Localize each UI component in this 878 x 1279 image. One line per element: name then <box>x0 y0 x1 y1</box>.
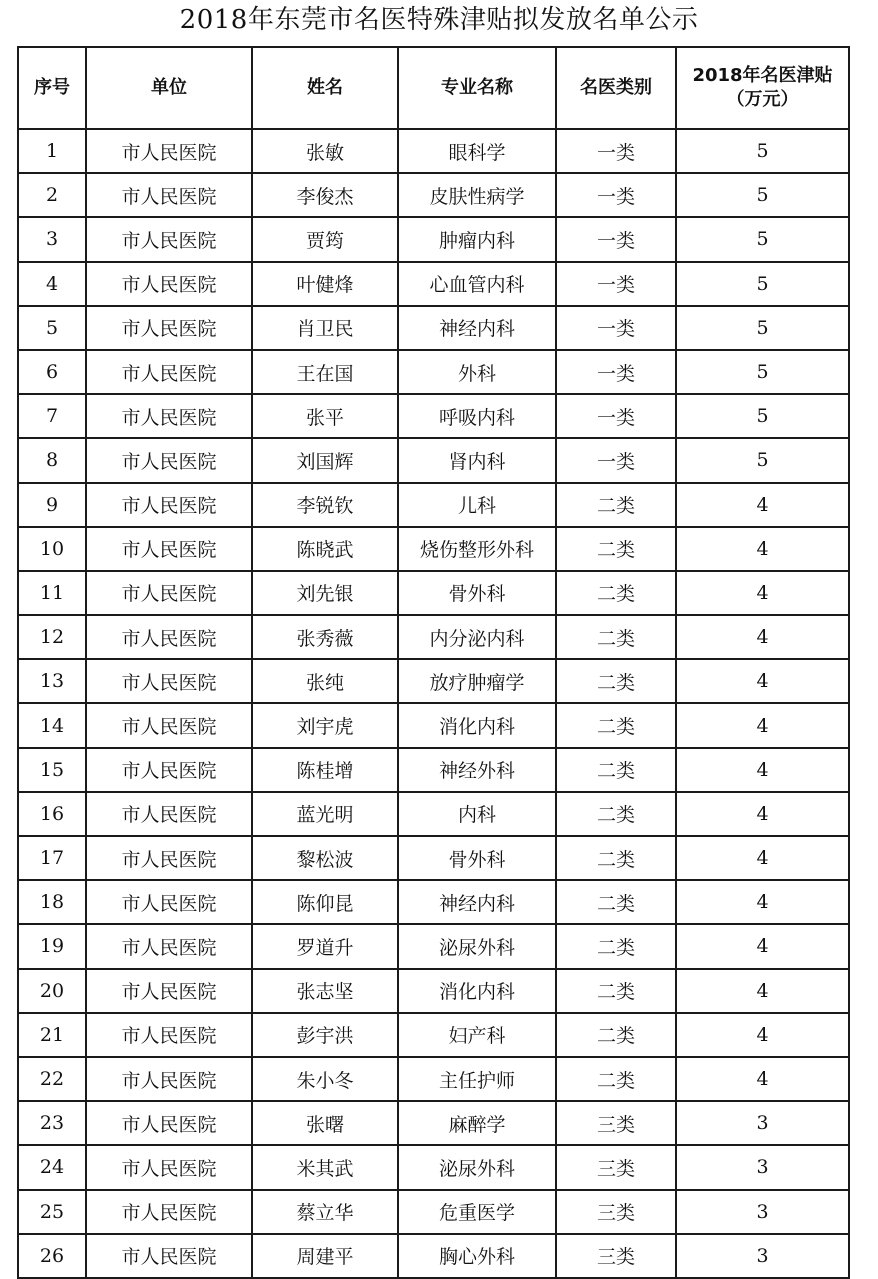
cell-seq: 20 <box>18 969 86 1013</box>
cell-unit: 市人民医院 <box>86 924 252 968</box>
cell-name: 蔡立华 <box>252 1190 398 1234</box>
cell-name: 张敏 <box>252 129 398 173</box>
table-row <box>18 703 849 747</box>
header-category: 名医类别 <box>556 47 676 129</box>
cell-category: 一类 <box>556 306 676 350</box>
cell-seq: 15 <box>18 748 86 792</box>
cell-unit: 市人民医院 <box>86 571 252 615</box>
cell-unit: 市人民医院 <box>86 350 252 394</box>
cell-name: 朱小冬 <box>252 1057 398 1101</box>
table-row <box>18 792 849 836</box>
cell-specialty: 神经内科 <box>398 306 556 350</box>
cell-seq: 16 <box>18 792 86 836</box>
table-row <box>18 1145 849 1189</box>
cell-allowance: 3 <box>676 1145 849 1189</box>
cell-specialty: 肾内科 <box>398 438 556 482</box>
cell-specialty: 皮肤性病学 <box>398 173 556 217</box>
cell-seq: 11 <box>18 571 86 615</box>
cell-name: 肖卫民 <box>252 306 398 350</box>
cell-category: 二类 <box>556 836 676 880</box>
cell-name: 米其武 <box>252 1145 398 1189</box>
cell-unit: 市人民医院 <box>86 1057 252 1101</box>
cell-allowance: 4 <box>676 1057 849 1101</box>
cell-seq: 13 <box>18 659 86 703</box>
cell-allowance: 4 <box>676 571 849 615</box>
table-row <box>18 615 849 659</box>
cell-allowance: 5 <box>676 262 849 306</box>
cell-unit: 市人民医院 <box>86 836 252 880</box>
cell-allowance: 5 <box>676 394 849 438</box>
cell-name: 张秀薇 <box>252 615 398 659</box>
cell-seq: 9 <box>18 483 86 527</box>
cell-seq: 8 <box>18 438 86 482</box>
cell-unit: 市人民医院 <box>86 262 252 306</box>
cell-category: 一类 <box>556 350 676 394</box>
cell-allowance: 5 <box>676 217 849 261</box>
cell-unit: 市人民医院 <box>86 173 252 217</box>
cell-seq: 26 <box>18 1234 86 1278</box>
cell-category: 三类 <box>556 1101 676 1145</box>
cell-unit: 市人民医院 <box>86 1190 252 1234</box>
cell-category: 一类 <box>556 438 676 482</box>
cell-unit: 市人民医院 <box>86 483 252 527</box>
cell-name: 张纯 <box>252 659 398 703</box>
cell-name: 张曙 <box>252 1101 398 1145</box>
cell-name: 刘先银 <box>252 571 398 615</box>
cell-specialty: 放疗肿瘤学 <box>398 659 556 703</box>
cell-allowance: 3 <box>676 1101 849 1145</box>
table-row <box>18 880 849 924</box>
cell-category: 二类 <box>556 527 676 571</box>
cell-allowance: 4 <box>676 969 849 1013</box>
cell-seq: 14 <box>18 703 86 747</box>
cell-unit: 市人民医院 <box>86 1101 252 1145</box>
cell-name: 贾筠 <box>252 217 398 261</box>
cell-seq: 17 <box>18 836 86 880</box>
cell-unit: 市人民医院 <box>86 217 252 261</box>
cell-seq: 4 <box>18 262 86 306</box>
cell-category: 二类 <box>556 1013 676 1057</box>
cell-allowance: 4 <box>676 924 849 968</box>
cell-allowance: 5 <box>676 306 849 350</box>
table-row <box>18 571 849 615</box>
cell-category: 二类 <box>556 748 676 792</box>
cell-specialty: 妇产科 <box>398 1013 556 1057</box>
cell-specialty: 骨外科 <box>398 571 556 615</box>
cell-unit: 市人民医院 <box>86 748 252 792</box>
cell-unit: 市人民医院 <box>86 306 252 350</box>
cell-category: 二类 <box>556 924 676 968</box>
cell-allowance: 4 <box>676 527 849 571</box>
cell-allowance: 4 <box>676 880 849 924</box>
cell-specialty: 外科 <box>398 350 556 394</box>
cell-allowance: 4 <box>676 792 849 836</box>
cell-allowance: 5 <box>676 350 849 394</box>
cell-seq: 7 <box>18 394 86 438</box>
cell-allowance: 5 <box>676 173 849 217</box>
cell-unit: 市人民医院 <box>86 129 252 173</box>
table-row <box>18 1234 849 1278</box>
cell-seq: 1 <box>18 129 86 173</box>
table-row <box>18 1101 849 1145</box>
cell-name: 黎松波 <box>252 836 398 880</box>
cell-name: 张平 <box>252 394 398 438</box>
cell-name: 彭宇洪 <box>252 1013 398 1057</box>
table-row <box>18 438 849 482</box>
cell-category: 一类 <box>556 394 676 438</box>
cell-allowance: 4 <box>676 483 849 527</box>
cell-name: 张志坚 <box>252 969 398 1013</box>
cell-unit: 市人民医院 <box>86 1013 252 1057</box>
cell-specialty: 胸心外科 <box>398 1234 556 1278</box>
cell-name: 陈桂增 <box>252 748 398 792</box>
cell-seq: 22 <box>18 1057 86 1101</box>
cell-specialty: 烧伤整形外科 <box>398 527 556 571</box>
table-row <box>18 350 849 394</box>
cell-category: 二类 <box>556 1057 676 1101</box>
cell-name: 陈晓武 <box>252 527 398 571</box>
cell-category: 一类 <box>556 262 676 306</box>
cell-seq: 3 <box>18 217 86 261</box>
cell-unit: 市人民医院 <box>86 969 252 1013</box>
table-row <box>18 836 849 880</box>
cell-allowance: 5 <box>676 129 849 173</box>
cell-seq: 24 <box>18 1145 86 1189</box>
cell-allowance: 3 <box>676 1190 849 1234</box>
cell-name: 李俊杰 <box>252 173 398 217</box>
cell-category: 二类 <box>556 615 676 659</box>
table-row <box>18 394 849 438</box>
cell-seq: 25 <box>18 1190 86 1234</box>
cell-category: 二类 <box>556 571 676 615</box>
cell-unit: 市人民医院 <box>86 438 252 482</box>
cell-specialty: 消化内科 <box>398 969 556 1013</box>
header-unit: 单位 <box>86 47 252 129</box>
cell-unit: 市人民医院 <box>86 615 252 659</box>
table-row <box>18 969 849 1013</box>
cell-category: 二类 <box>556 659 676 703</box>
cell-unit: 市人民医院 <box>86 394 252 438</box>
cell-seq: 19 <box>18 924 86 968</box>
cell-specialty: 肿瘤内科 <box>398 217 556 261</box>
cell-allowance: 5 <box>676 438 849 482</box>
cell-specialty: 眼科学 <box>398 129 556 173</box>
cell-name: 陈仰昆 <box>252 880 398 924</box>
header-name: 姓名 <box>252 47 398 129</box>
table-row <box>18 173 849 217</box>
cell-category: 二类 <box>556 969 676 1013</box>
cell-specialty: 心血管内科 <box>398 262 556 306</box>
table-header-row <box>18 47 849 129</box>
cell-seq: 18 <box>18 880 86 924</box>
cell-specialty: 麻醉学 <box>398 1101 556 1145</box>
table-row <box>18 659 849 703</box>
cell-specialty: 消化内科 <box>398 703 556 747</box>
cell-specialty: 泌尿外科 <box>398 924 556 968</box>
table-row <box>18 924 849 968</box>
page-title: 2018年东莞市名医特殊津贴拟发放名单公示 <box>179 5 699 35</box>
table-row <box>18 483 849 527</box>
cell-name: 周建平 <box>252 1234 398 1278</box>
cell-seq: 6 <box>18 350 86 394</box>
cell-unit: 市人民医院 <box>86 659 252 703</box>
cell-specialty: 骨外科 <box>398 836 556 880</box>
cell-category: 一类 <box>556 129 676 173</box>
cell-category: 二类 <box>556 880 676 924</box>
cell-category: 三类 <box>556 1234 676 1278</box>
cell-unit: 市人民医院 <box>86 792 252 836</box>
cell-unit: 市人民医院 <box>86 880 252 924</box>
table-body <box>18 129 849 1278</box>
cell-specialty: 主任护师 <box>398 1057 556 1101</box>
cell-specialty: 泌尿外科 <box>398 1145 556 1189</box>
cell-category: 三类 <box>556 1190 676 1234</box>
header-allowance: 2018年名医津贴（万元） <box>676 47 849 129</box>
cell-seq: 21 <box>18 1013 86 1057</box>
table-row <box>18 748 849 792</box>
cell-category: 二类 <box>556 483 676 527</box>
cell-allowance: 4 <box>676 748 849 792</box>
cell-name: 李锐钦 <box>252 483 398 527</box>
cell-allowance: 4 <box>676 659 849 703</box>
cell-specialty: 危重医学 <box>398 1190 556 1234</box>
table-row <box>18 306 849 350</box>
header-seq: 序号 <box>18 47 86 129</box>
header-specialty: 专业名称 <box>398 47 556 129</box>
cell-name: 王在国 <box>252 350 398 394</box>
cell-allowance: 3 <box>676 1234 849 1278</box>
table-row <box>18 1013 849 1057</box>
cell-unit: 市人民医院 <box>86 1234 252 1278</box>
cell-seq: 23 <box>18 1101 86 1145</box>
table-row <box>18 129 849 173</box>
cell-specialty: 神经内科 <box>398 880 556 924</box>
cell-seq: 10 <box>18 527 86 571</box>
table-row <box>18 1190 849 1234</box>
cell-allowance: 4 <box>676 615 849 659</box>
table-row <box>18 527 849 571</box>
cell-allowance: 4 <box>676 703 849 747</box>
table-row <box>18 217 849 261</box>
cell-unit: 市人民医院 <box>86 527 252 571</box>
cell-specialty: 内分泌内科 <box>398 615 556 659</box>
cell-specialty: 儿科 <box>398 483 556 527</box>
cell-name: 罗道升 <box>252 924 398 968</box>
cell-seq: 12 <box>18 615 86 659</box>
cell-category: 二类 <box>556 703 676 747</box>
cell-specialty: 呼吸内科 <box>398 394 556 438</box>
cell-seq: 5 <box>18 306 86 350</box>
cell-category: 一类 <box>556 217 676 261</box>
cell-allowance: 4 <box>676 1013 849 1057</box>
cell-seq: 2 <box>18 173 86 217</box>
roster-table <box>17 46 850 1279</box>
table-row <box>18 1057 849 1101</box>
cell-name: 刘宇虎 <box>252 703 398 747</box>
cell-specialty: 神经外科 <box>398 748 556 792</box>
cell-unit: 市人民医院 <box>86 1145 252 1189</box>
cell-name: 叶健烽 <box>252 262 398 306</box>
cell-category: 二类 <box>556 792 676 836</box>
cell-category: 三类 <box>556 1145 676 1189</box>
cell-name: 蓝光明 <box>252 792 398 836</box>
cell-specialty: 内科 <box>398 792 556 836</box>
cell-allowance: 4 <box>676 836 849 880</box>
cell-name: 刘国辉 <box>252 438 398 482</box>
cell-unit: 市人民医院 <box>86 703 252 747</box>
cell-category: 一类 <box>556 173 676 217</box>
table-row <box>18 262 849 306</box>
